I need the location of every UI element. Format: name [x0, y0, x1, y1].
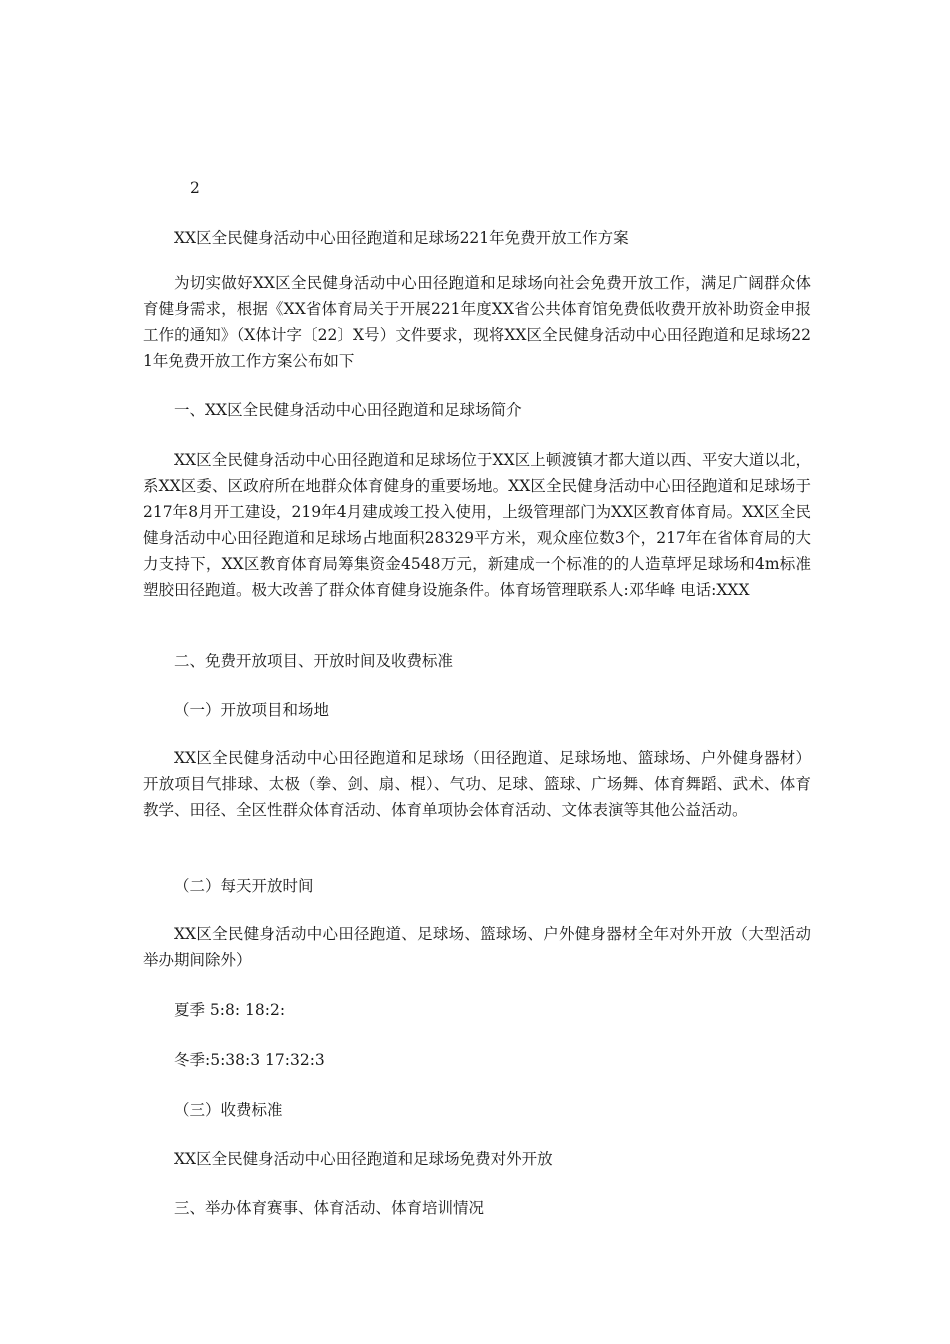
subsection-3-body: XX区全民健身活动中心田径跑道和足球场免费对外开放	[174, 1150, 553, 1168]
winter-hours: 冬季:5:38:3 17:32:3	[174, 1051, 325, 1069]
subsection-1-heading: （一）开放项目和场地	[174, 701, 330, 719]
section-3-heading: 三、举办体育赛事、体育活动、体育培训情况	[174, 1199, 485, 1217]
section-1-body: XX区全民健身活动中心田径跑道和足球场位于XX区上顿渡镇才都大道以西、平安大道以北，系XX区委、区政府所在地群众体育健身的重要场地。XX区全民健身活动中心田径跑道和足球场于217年8月开工建设，219年4月建成竣工投入使用，上级管理部门为XX区教育体育局。XX区全民健身活动中心田径跑道和足球场占地面积28329平方米，观众座位数3个，217年在省体育局的大力支持下，XX区教育体育局筹集资金4548万元，新建成一个标准的的人造草坪足球场和4m标准塑胶田径跑道。极大改善了群众体育健身设施条件。体育场管理联系人:邓华峰 电话:XXX	[143, 451, 811, 599]
subsection-2-heading: （二）每天开放时间	[174, 877, 314, 895]
summer-hours: 夏季 5:8: 18:2:	[174, 1001, 286, 1019]
subsection-1-body: XX区全民健身活动中心田径跑道和足球场（田径跑道、足球场地、篮球场、户外健身器材）开放项目气排球、太极（拳、剑、扇、棍）、气功、足球、篮球、广场舞、体育舞蹈、武术、体育教学、田径、全区性群众体育活动、体育单项协会体育活动、文体表演等其他公益活动。	[143, 749, 811, 819]
subsection-3-heading: （三）收费标准	[174, 1101, 283, 1119]
subsection-2-body: XX区全民健身活动中心田径跑道、足球场、篮球场、户外健身器材全年对外开放（大型活动举办期间除外）	[143, 925, 811, 969]
section-1-heading: 一、XX区全民健身活动中心田径跑道和足球场简介	[174, 401, 522, 419]
intro-paragraph: 为切实做好XX区全民健身活动中心田径跑道和足球场向社会免费开放工作，满足广阔群众体育健身需求，根据《XX省体育局关于开展221年度XX省公共体育馆免费低收费开放补助资金申报工作的通知》（X体计字〔22〕X号）文件要求，现将XX区全民健身活动中心田径跑道和足球场221年免费开放工作方案公布如下	[143, 274, 811, 370]
document-title: XX区全民健身活动中心田径跑道和足球场221年免费开放工作方案	[174, 229, 629, 247]
section-2-heading: 二、免费开放项目、开放时间及收费标准	[174, 652, 454, 670]
page-number: 2	[190, 179, 200, 197]
